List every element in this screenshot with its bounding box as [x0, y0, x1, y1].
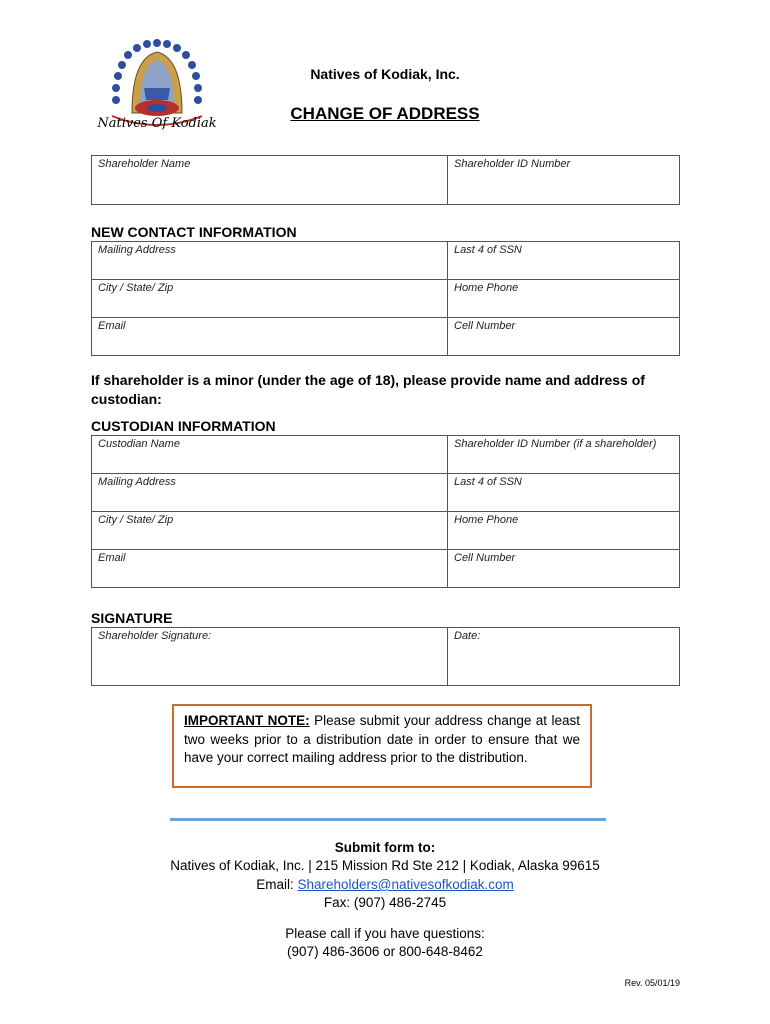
revision-date: Rev. 05/01/19 — [624, 978, 680, 988]
field-label: Shareholder Signature: — [98, 630, 212, 642]
shareholder-signature-field[interactable] — [92, 628, 448, 686]
signature-table — [91, 627, 680, 686]
custodian-cell-number-field[interactable] — [448, 550, 680, 588]
field-label: Home Phone — [454, 282, 519, 294]
new-contact-table — [91, 241, 680, 356]
field-label: Cell Number — [454, 552, 516, 564]
field-label: Shareholder Name — [98, 158, 191, 170]
field-label: Home Phone — [454, 514, 519, 526]
important-note-heading: IMPORTANT NOTE: — [184, 713, 310, 728]
field-label: Last 4 of SSN — [454, 476, 522, 488]
field-label: Shareholder ID Number (if a shareholder) — [454, 438, 657, 450]
cell-number-field[interactable] — [448, 318, 680, 356]
mailing-address-field[interactable] — [92, 242, 448, 280]
field-label: City / State/ Zip — [98, 282, 174, 294]
company-name: Natives of Kodiak, Inc. — [310, 66, 460, 82]
field-label: Email — [98, 320, 126, 332]
custodian-ssn-field[interactable] — [448, 474, 680, 512]
custodian-home-phone-field[interactable] — [448, 512, 680, 550]
custodian-heading: CUSTODIAN INFORMATION — [91, 418, 276, 434]
field-label: Shareholder ID Number — [454, 158, 571, 170]
minor-instruction: If shareholder is a minor (under the age of 18), please provide name and address of custodian: — [91, 372, 645, 407]
mailing-address-line: Natives of Kodiak, Inc. | 215 Mission Rd Ste 212 | Kodiak, Alaska 99615 — [170, 858, 600, 873]
email-field[interactable] — [92, 318, 448, 356]
fax-line: Fax: (907) 486-2745 — [323, 895, 447, 910]
custodian-table — [91, 435, 680, 588]
custodian-shareholder-id-field[interactable] — [448, 436, 680, 474]
email-prefix: Email: — [256, 877, 298, 892]
divider-line — [170, 818, 606, 821]
important-note-box — [172, 704, 592, 788]
field-label: Custodian Name — [98, 438, 180, 450]
home-phone-field[interactable] — [448, 280, 680, 318]
custodian-name-field[interactable] — [92, 436, 448, 474]
questions-line: Please call if you have questions: — [285, 926, 485, 941]
email-line — [0, 877, 770, 892]
ssn-field[interactable] — [448, 242, 680, 280]
form-title: CHANGE OF ADDRESS — [290, 104, 480, 123]
phone-numbers: (907) 486-3606 or 800-648-8462 — [287, 944, 483, 959]
field-label: Email — [98, 552, 126, 564]
shareholder-id-field[interactable] — [448, 156, 680, 205]
custodian-email-field[interactable] — [92, 550, 448, 588]
field-label: Last 4 of SSN — [454, 244, 522, 256]
field-label: Date: — [454, 630, 481, 642]
city-state-zip-field[interactable] — [92, 280, 448, 318]
date-field[interactable] — [448, 628, 680, 686]
field-label: Mailing Address — [98, 476, 176, 488]
field-label: Cell Number — [454, 320, 516, 332]
important-note-body: Please submit your address change at least two weeks prior to a distribution date in order to ensure that we have your correct mailing address prior to the distribution. — [184, 713, 580, 765]
custodian-mailing-address-field[interactable] — [92, 474, 448, 512]
new-contact-heading: NEW CONTACT INFORMATION — [91, 224, 297, 240]
signature-heading: SIGNATURE — [91, 610, 173, 626]
submit-title: Submit form to: — [334, 840, 436, 855]
field-label: City / State/ Zip — [98, 514, 174, 526]
shareholder-name-field[interactable] — [92, 156, 448, 205]
shareholder-table — [91, 155, 680, 205]
custodian-city-state-zip-field[interactable] — [92, 512, 448, 550]
field-label: Mailing Address — [98, 244, 176, 256]
email-link[interactable]: Shareholders@nativesofkodiak.com — [297, 877, 514, 892]
logo-wordmark: Natives Of Kodiak — [97, 116, 217, 131]
